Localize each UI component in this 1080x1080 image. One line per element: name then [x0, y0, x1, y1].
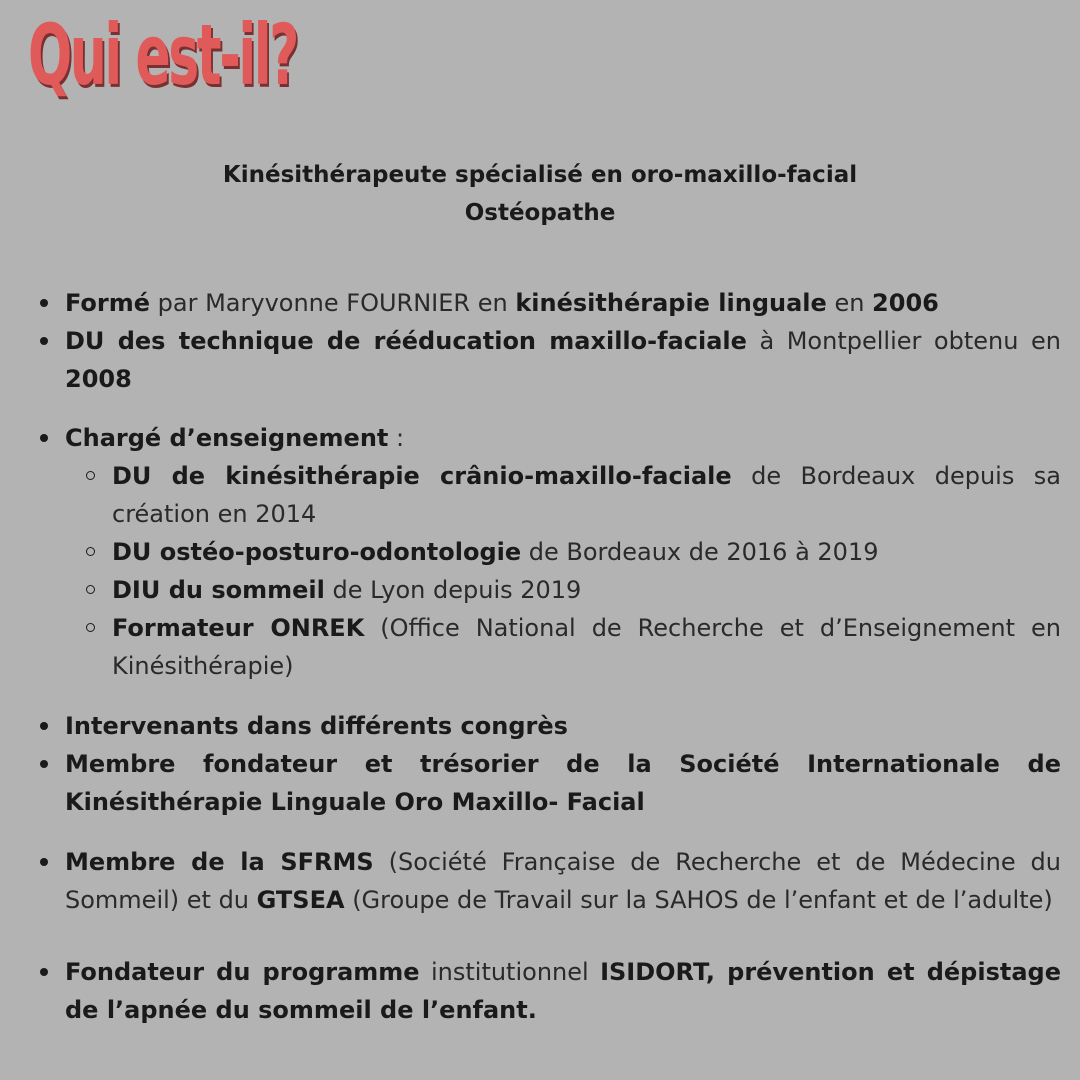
item-bold: Chargé d’enseignement	[65, 424, 389, 452]
item-bold: Formé	[65, 289, 151, 317]
item-text: par Maryvonne FOURNIER en	[150, 289, 516, 317]
sublist-item	[38, 457, 1061, 533]
item-bold: 2006	[872, 289, 939, 317]
item-bold: DU des technique de rééducation maxillo-faciale	[65, 327, 747, 355]
item-text: :	[388, 424, 405, 452]
item-text: de Lyon depuis 2019	[324, 576, 582, 604]
item-bold: Intervenants dans différents congrès	[65, 712, 568, 740]
item-text: institutionnel	[419, 958, 601, 986]
item-bold: DU de kinésithérapie crânio-maxillo-faciale	[112, 462, 732, 490]
bio-list	[38, 284, 1061, 1029]
item-bold: kinésithérapie linguale	[515, 289, 827, 317]
subtitle-line-profession: Kinésithérapeute spécialisé en oro-maxillo-facial	[222, 162, 858, 188]
item-text: en	[826, 289, 873, 317]
subtitle	[0, 156, 1080, 232]
item-bold: Fondateur du programme	[65, 958, 420, 986]
item-text: de Bordeaux de 2016 à 2019	[521, 538, 879, 566]
item-text: de Bordeaux depuis sa création en 2014	[112, 462, 1061, 528]
item-bold: ISIDORT, prévention et dépistage de l’apnée du sommeil de l’enfant.	[65, 958, 1061, 1024]
item-bold: DU ostéo-posturo-odontologie	[112, 538, 522, 566]
item-text: (Office National de Recherche et d’Enseignement en Kinésithérapie)	[112, 614, 1061, 680]
item-bold: Formateur ONREK	[112, 614, 365, 642]
item-bold: Membre fondateur et trésorier de la Société Internationale de Kinésithérapie Linguale Oro Maxillo- Facial	[65, 750, 1061, 816]
list-item-membre-fondateur	[38, 745, 1061, 821]
item-text: à Montpellier obtenu en	[746, 327, 1061, 355]
list-item-du	[38, 322, 1061, 398]
item-bold: 2008	[65, 365, 132, 393]
page-title: Qui est-il?	[28, 6, 297, 104]
list-item-intervenants	[38, 707, 1061, 745]
list-item-charge-enseignement	[38, 419, 1061, 457]
item-bold: GTSEA	[256, 886, 345, 914]
sublist-item	[38, 609, 1061, 685]
item-bold: DIU du sommeil	[112, 576, 325, 604]
item-text: (Groupe de Travail sur la SAHOS de l’enfant et de l’adulte)	[344, 886, 1053, 914]
sublist-item	[38, 571, 1061, 609]
sublist-item	[38, 533, 1061, 571]
subtitle-line-osteopathe: Ostéopathe	[464, 200, 616, 226]
list-item-forme	[38, 284, 1061, 322]
list-item-sfrms	[38, 843, 1061, 919]
item-bold: Membre de la SFRMS	[65, 848, 374, 876]
item-text: (Société Française de Recherche et de Médecine du Sommeil) et du	[65, 848, 1062, 914]
list-item-isidort	[38, 953, 1061, 1029]
